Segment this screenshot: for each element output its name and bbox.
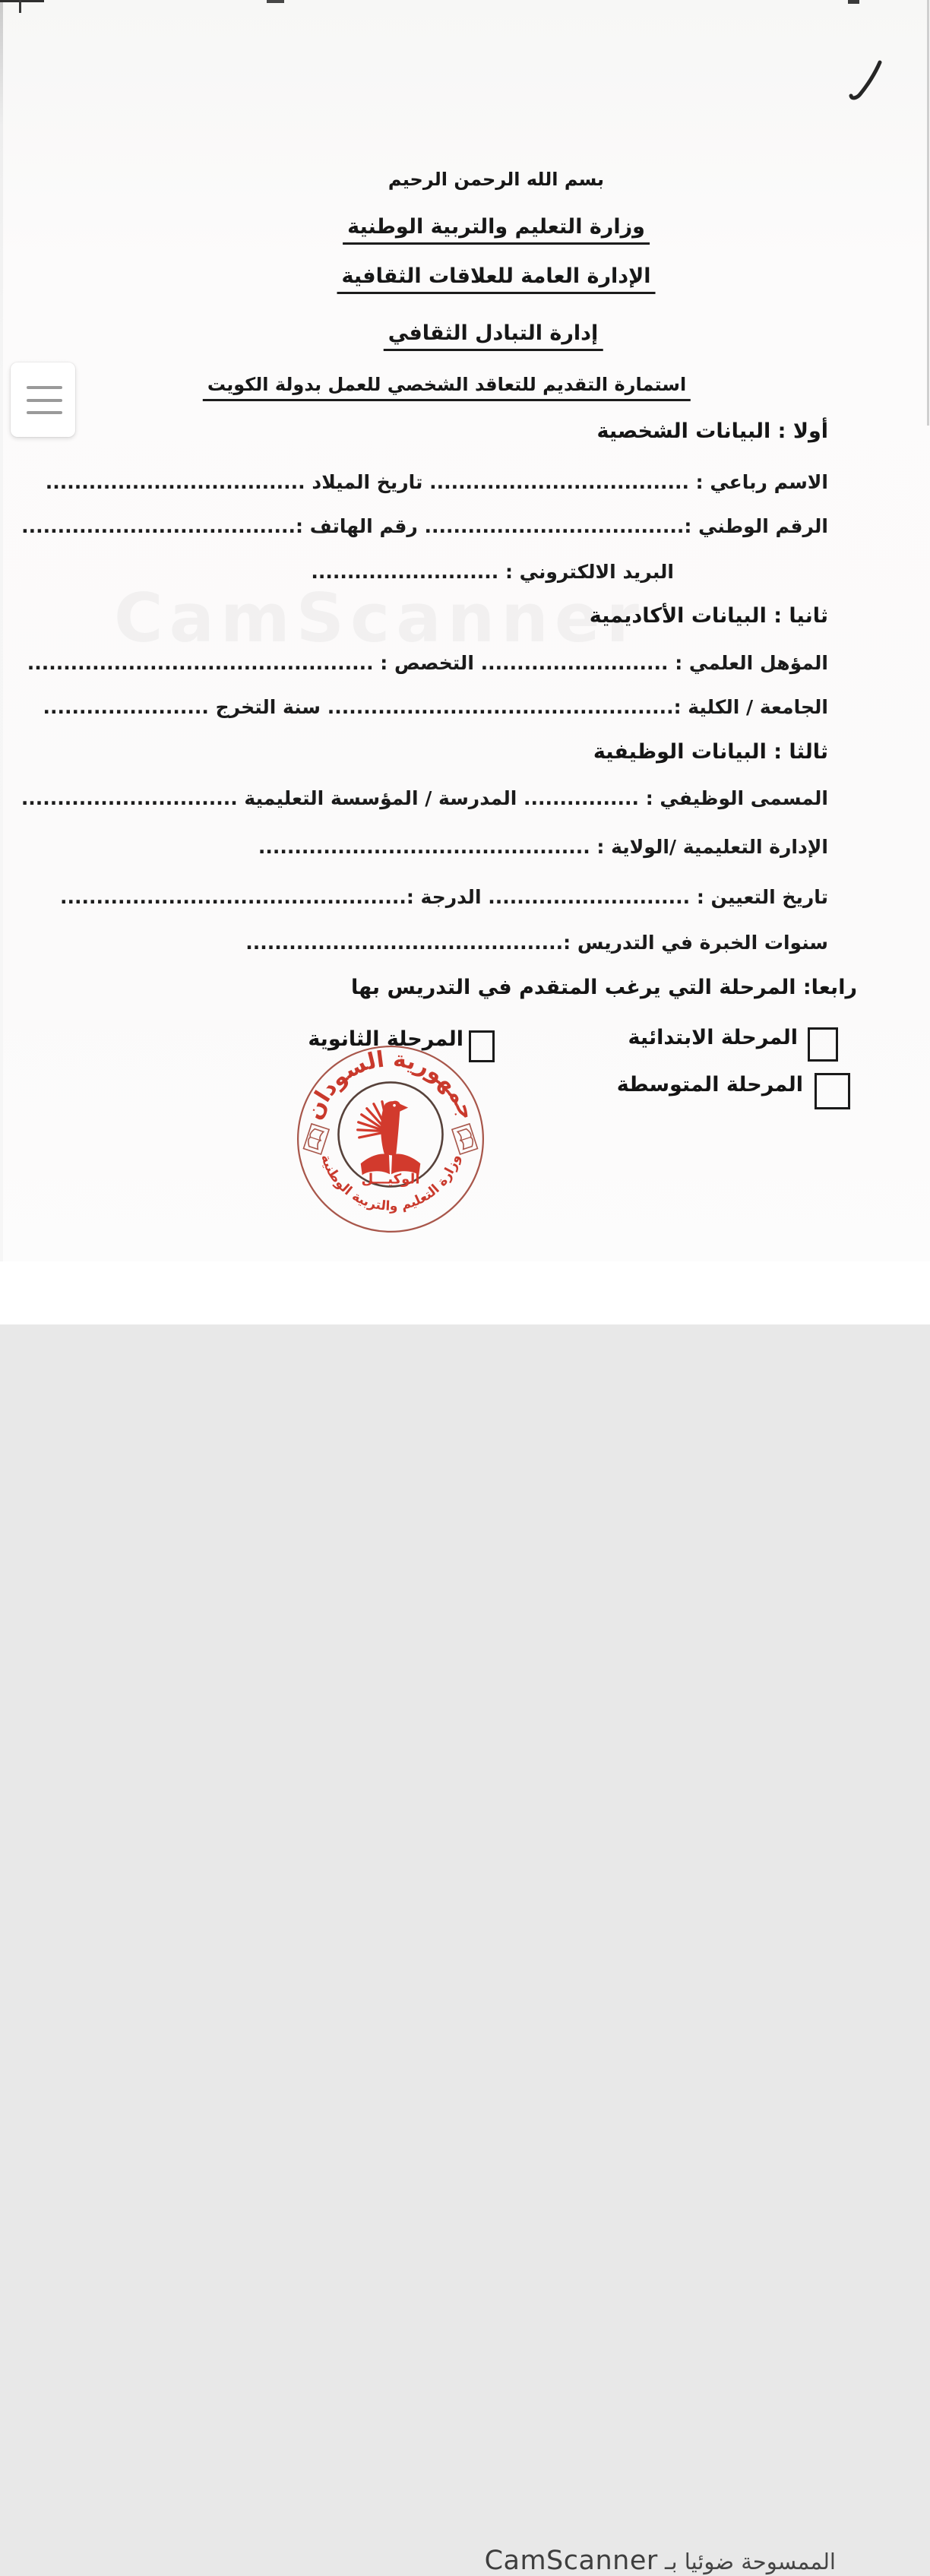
department-title-text: إدارة التبادل الثقافي [384, 321, 603, 351]
form-title [203, 374, 691, 395]
watermark-bar [0, 1261, 930, 2576]
stamp-ornament-left-icon [303, 1124, 329, 1154]
form-field-email: البريد الالكتروني : .......................... [311, 561, 674, 583]
camscanner-watermark [485, 2546, 836, 2576]
label-secondary-stage: المرحلة الثانوية [308, 1027, 463, 1051]
ministry-title [343, 215, 650, 239]
stamp-bottom-text: وزارة التعليم والتربية الوطنية [318, 1152, 463, 1214]
scan-artifact [267, 0, 284, 3]
scan-artifact [0, 0, 44, 2]
section-heading-stage: رابعا: المرحلة التي يرغب المتقدم في التدريس بها [350, 976, 857, 999]
form-field-university-gradyear: الجامعة / الكلية :................................................ سنة التخرج ....................... [43, 696, 828, 718]
scan-edge-right [927, 0, 929, 426]
label-primary-stage: المرحلة الابتدائية [628, 1026, 798, 1049]
faint-ghost-watermark: CamScanner [114, 579, 645, 657]
scan-artifact [848, 0, 859, 4]
form-field-jobtitle-school: المسمى الوظيفي : ................ المدرسة / المؤسسة التعليمية .............................. [21, 787, 828, 809]
stamp-ornament-right-icon [452, 1124, 478, 1154]
form-field-nationalid-phone: الرقم الوطني :.................................... رقم الهاتف :...................................... [21, 515, 828, 537]
label-middle-stage: المرحلة المتوسطة [616, 1073, 803, 1097]
menu-lines-icon [27, 386, 62, 389]
stamp-emblem-bird-icon [358, 1101, 408, 1157]
form-field-qualification-major: المؤهل العلمي : .......................... التخصص : ................................................ [27, 652, 828, 674]
bismillah-line [388, 169, 604, 190]
ministry-title-text: وزارة التعليم والتربية الوطنية [343, 215, 650, 245]
menu-lines-icon [27, 399, 62, 402]
section-heading-personal: أولا : البيانات الشخصية [596, 419, 828, 443]
stamp-top-text: جمهورية السودان [300, 1046, 481, 1123]
section-heading-employment: ثالثا : البيانات الوظيفية [593, 740, 828, 764]
camscanner-brand-text: CamScanner [484, 2546, 658, 2576]
department-title [384, 321, 603, 345]
handwritten-mark [842, 58, 890, 108]
menu-lines-icon [27, 411, 62, 414]
form-field-eduadmin-state: الإدارة التعليمية /الولاية : .............................................. [258, 836, 828, 858]
floating-menu-button[interactable] [11, 362, 75, 437]
form-field-experience-years: سنوات الخبرة في التدريس :............................................ [245, 932, 828, 954]
administration-title [337, 264, 656, 288]
checkbox-middle-stage [815, 1073, 850, 1109]
checkbox-primary-stage [808, 1027, 838, 1062]
form-field-name-birthdate: الاسم رباعي : .................................... تاريخ الميلاد .................................... [45, 471, 828, 493]
administration-title-text: الإدارة العامة للعلاقات الثقافية [337, 264, 656, 294]
watermark-arabic-text: الممسوحة ضوئيا بـ [664, 2549, 836, 2574]
form-title-text: استمارة التقديم للتعاقد الشخصي للعمل بدولة الكويت [203, 374, 691, 401]
official-stamp [287, 1043, 494, 1242]
form-field-hiredate-grade: تاريخ التعيين : ............................ الدرجة :................................................ [59, 886, 828, 908]
scan-edge-left [0, 0, 3, 1261]
section-heading-academic: ثانيا : البيانات الأكاديمية [589, 604, 828, 628]
stamp-center-text: الوكيـــل [361, 1171, 420, 1188]
bismillah-text: بسم الله الرحمن الرحيم [388, 169, 605, 190]
scan-artifact [19, 0, 21, 13]
